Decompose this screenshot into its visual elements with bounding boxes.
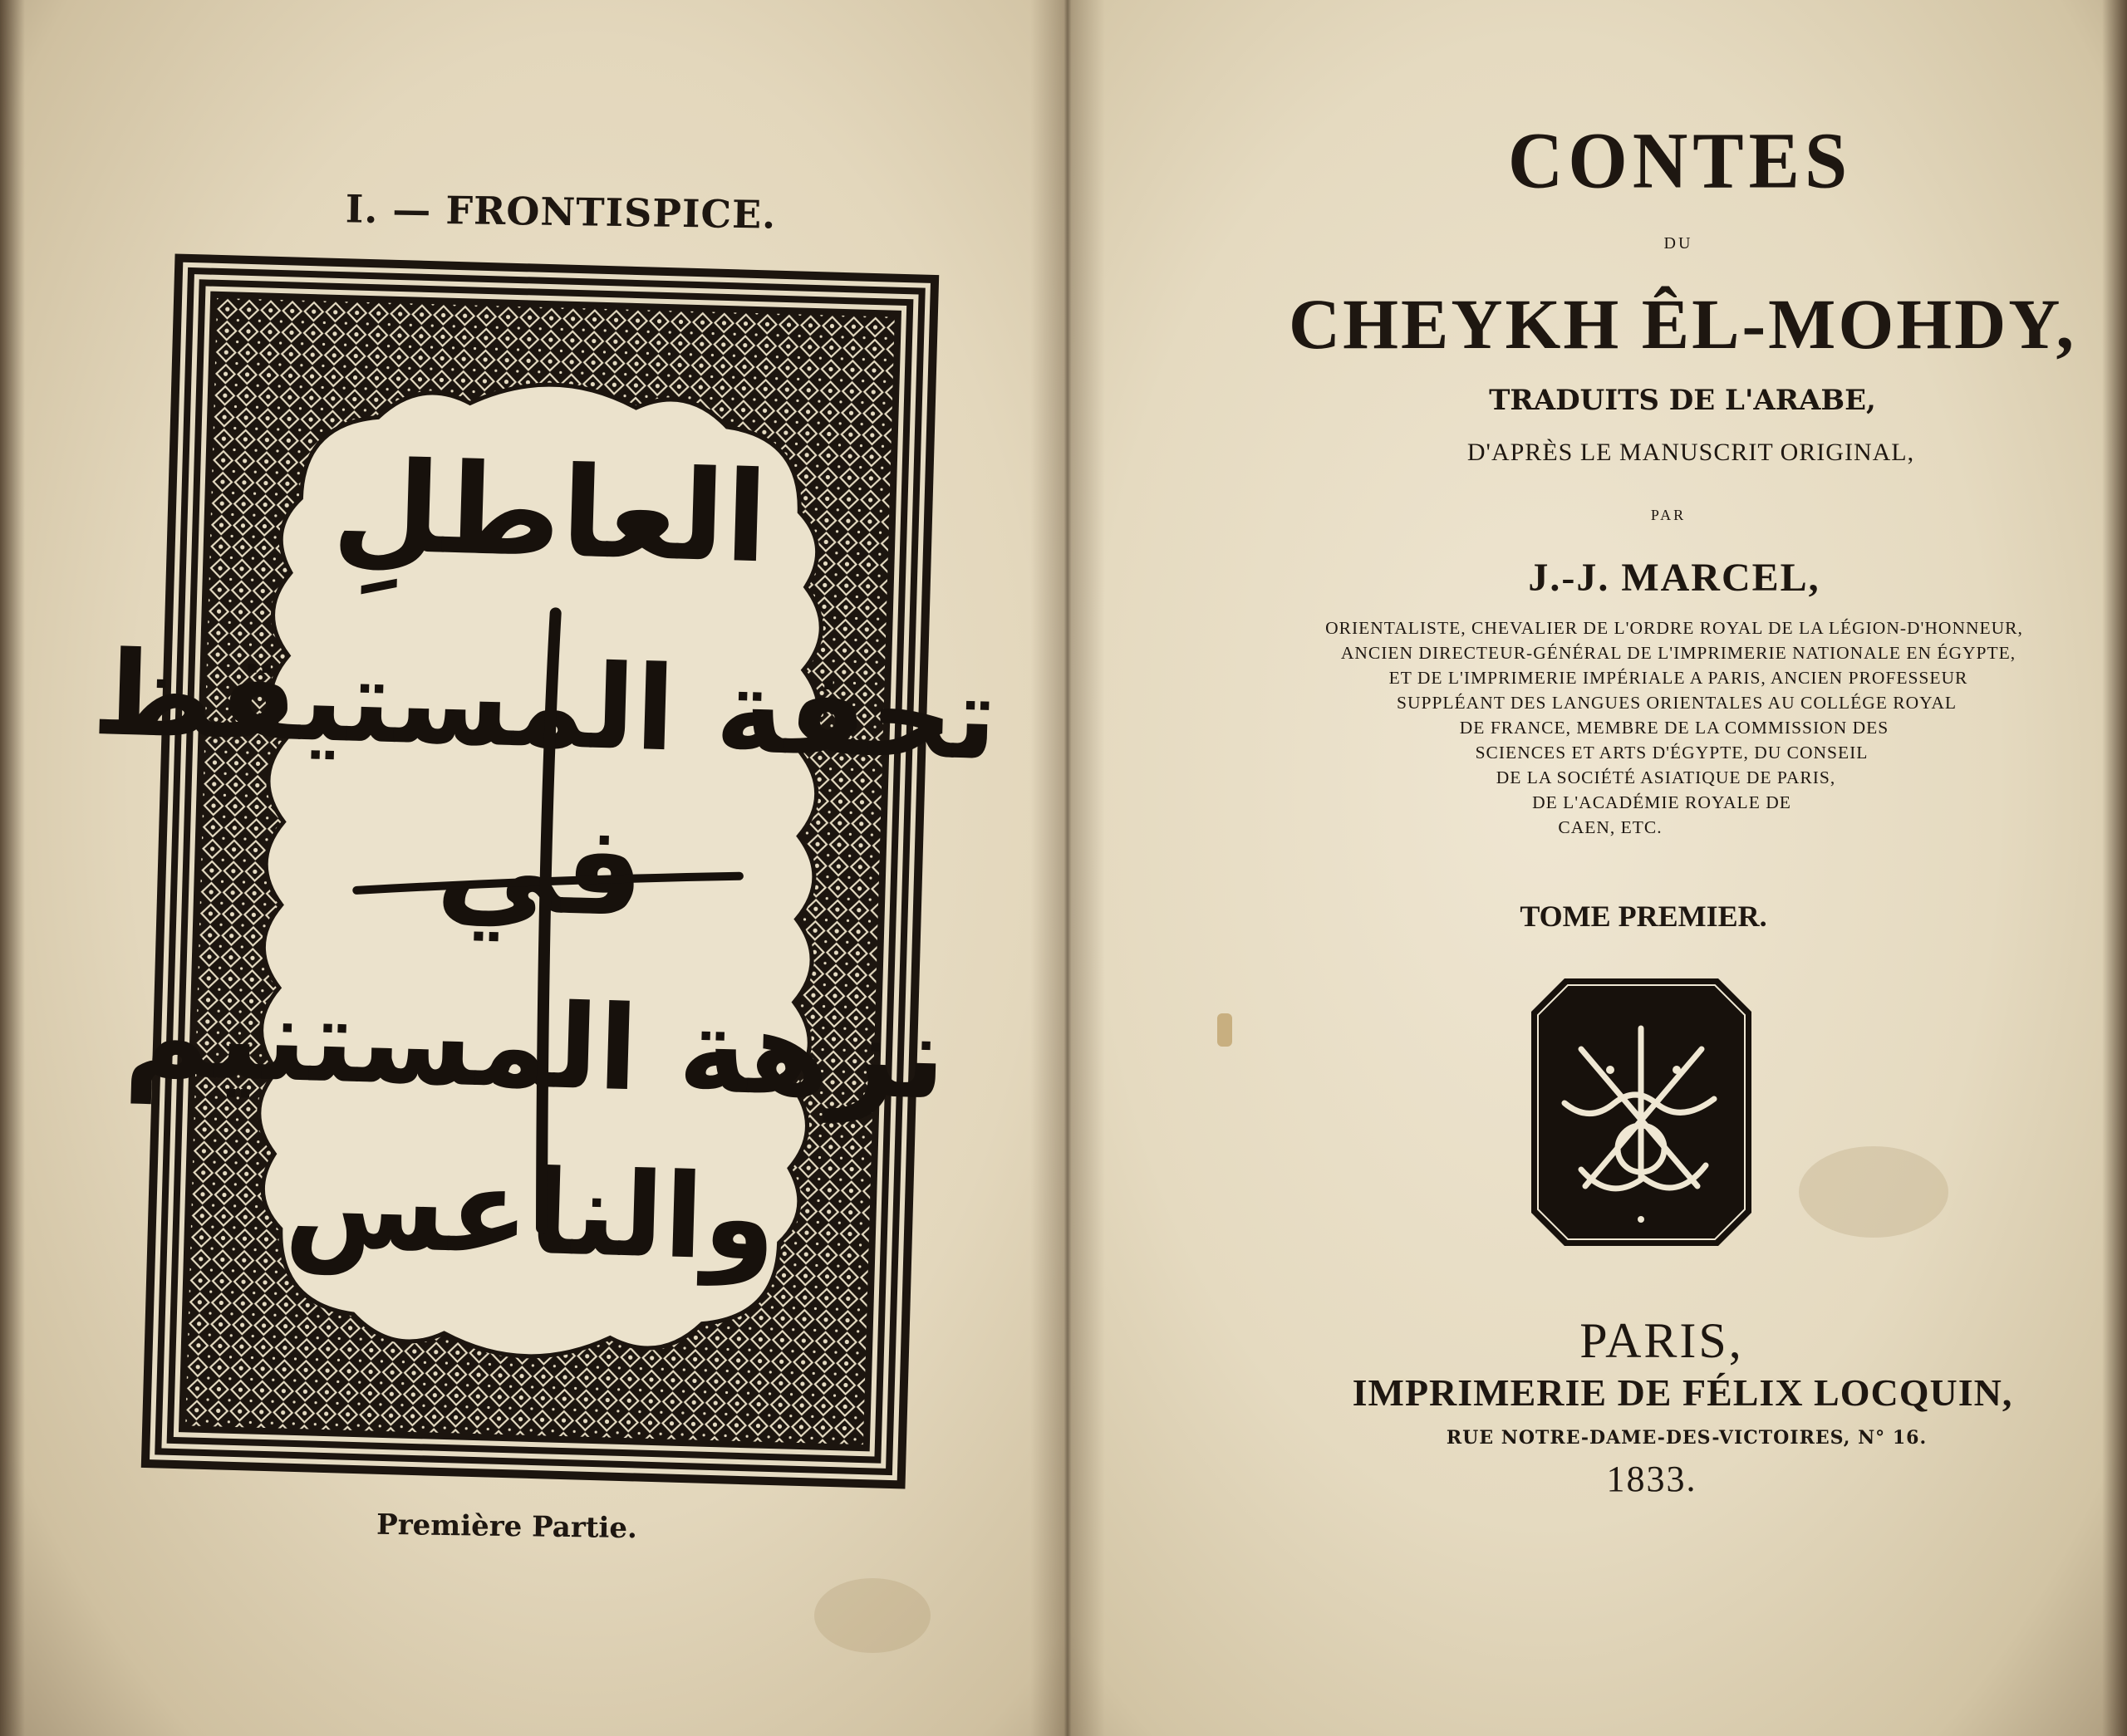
credential-line: DE LA SOCIÉTÉ ASIATIQUE DE PARIS, bbox=[1496, 767, 1836, 787]
author-name: J.-J. MARCEL, bbox=[1528, 556, 1820, 600]
frontispiece-engraving bbox=[90, 253, 1000, 1488]
credential-line: ANCIEN DIRECTEUR-GÉNÉRAL DE L'IMPRIMERIE NATIONALE EN ÉGYPTE, bbox=[1340, 643, 2016, 663]
credential-line: SUPPLÉANT DES LANGUES ORIENTALES AU COLLÉGE ROYAL bbox=[1397, 693, 1957, 713]
place: PARIS, bbox=[1579, 1313, 1744, 1368]
title-main: CONTES bbox=[1507, 115, 1853, 205]
part-caption: Première Partie. bbox=[376, 1508, 638, 1546]
source-line: D'APRÈS LE MANUSCRIT ORIGINAL, bbox=[1466, 439, 1915, 466]
publisher-seal bbox=[1531, 978, 1751, 1246]
title-connector: DU bbox=[1663, 234, 1693, 253]
left-edge bbox=[0, 0, 25, 1736]
credential-line: ET DE L'IMPRIMERIE IMPÉRIALE A PARIS, ANCIEN PROFESSEUR bbox=[1388, 668, 1968, 688]
book-gutter bbox=[1030, 0, 1105, 1736]
par-label: PAR bbox=[1650, 507, 1687, 523]
title-name: CHEYKH ÊL-MOHDY, bbox=[1289, 284, 2076, 364]
credential-line: ORIENTALISTE, CHEVALIER DE L'ORDRE ROYAL DE LA LÉGION-D'HONNEUR, bbox=[1325, 618, 2023, 638]
calligraphy-line-4: نزهة المستنيم bbox=[122, 968, 948, 1126]
right-edge bbox=[2102, 0, 2127, 1736]
calligraphy-line-3: في bbox=[434, 794, 646, 945]
right-page bbox=[1068, 0, 2127, 1736]
printer-address: RUE NOTRE-DAME-DES-VICTOIRES, N° 16. bbox=[1446, 1427, 1928, 1449]
credential-line: CAEN, ETC. bbox=[1558, 817, 1663, 837]
printer: IMPRIMERIE DE FÉLIX LOCQUIN, bbox=[1352, 1371, 2013, 1414]
volume-label: TOME PREMIER. bbox=[1520, 900, 1767, 933]
calligraphy-line-5: والناعس bbox=[282, 1138, 779, 1288]
credential-line: SCIENCES ET ARTS D'ÉGYPTE, DU CONSEIL bbox=[1475, 743, 1869, 763]
calligraphy-line-1: العاطلِ bbox=[330, 434, 770, 591]
frontispiece-heading: I. — FRONTISPICE. bbox=[345, 186, 777, 238]
subtitle: TRADUITS DE L'ARABE, bbox=[1489, 384, 1876, 417]
credential-line: DE L'ACADÉMIE ROYALE DE bbox=[1532, 792, 1791, 812]
calligraphy-line-2: تحفة المستيقظ bbox=[90, 625, 1000, 787]
credential-line: DE FRANCE, MEMBRE DE LA COMMISSION DES bbox=[1459, 718, 1889, 738]
publication-year: 1833. bbox=[1606, 1459, 1697, 1499]
